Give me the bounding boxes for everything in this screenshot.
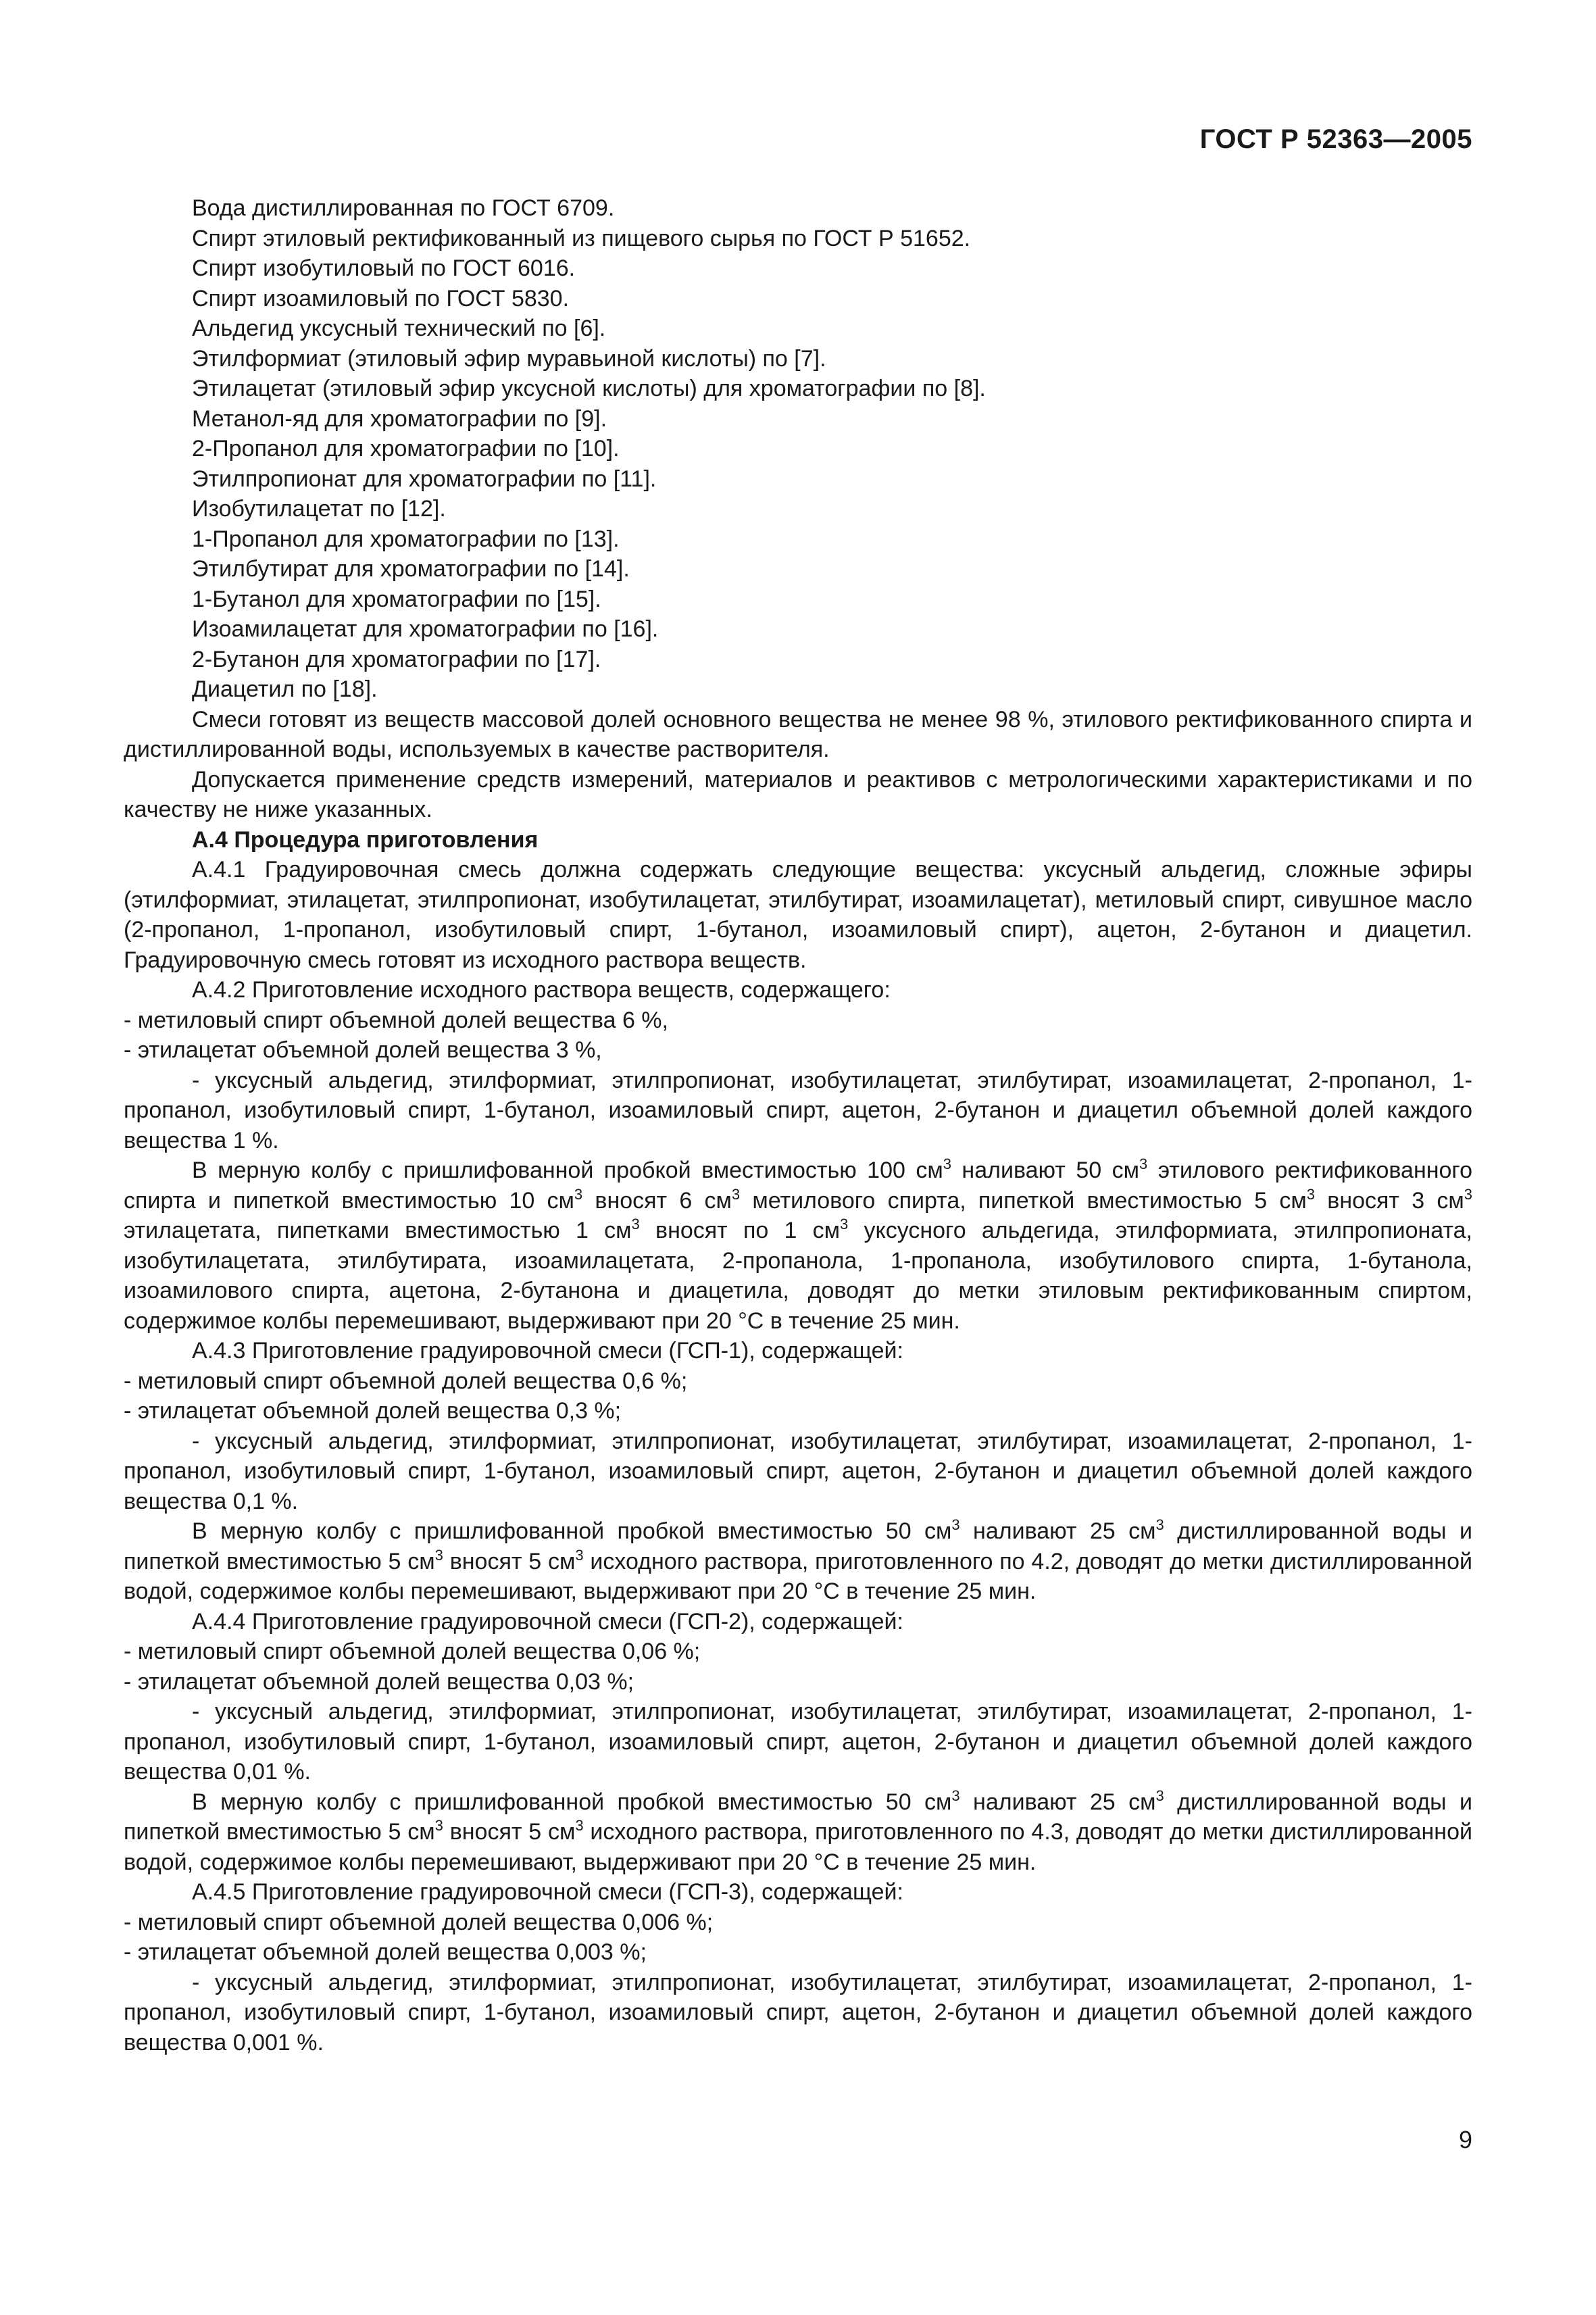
reagent-line: 1-Бутанол для хроматографии по [15]. [192, 586, 601, 612]
a44-item-others: - уксусный альдегид, этилформиат, этилпропионат, изобутилацетат, этилбутират, изоамилацетат, 2-пропанол, 1-пропанол, изобутиловый спирт, 1-бутанол, изоамиловый спирт, ацетон, 2-бутанон и диацетил объемной долей каждого вещества 0,01 %. [124, 1699, 1472, 1785]
a44-item-ethylacetate: - этилацетат объемной долей вещества 0,03 %; [124, 1668, 634, 1695]
a44-item-methanol: - метиловый спирт объемной долей вещества 0,06 %; [124, 1639, 701, 1664]
document-id-header: ГОСТ Р 52363—2005 [1199, 124, 1472, 154]
reagent-line: 2-Бутанон для хроматографии по [17]. [192, 646, 601, 672]
document-body [124, 193, 1472, 2058]
a43-item-others: - уксусный альдегид, этилформиат, этилпропионат, изобутилацетат, этилбутират, изоамилацетат, 2-пропанол, 1-пропанол, изобутиловый спирт, 1-бутанол, изоамиловый спирт, ацетон, 2-бутанон и диацетил объемной долей каждого вещества 0,1 %. [124, 1428, 1472, 1514]
a42-procedure: В мерную колбу с пришлифованной пробкой вместимостью 100 $см^3$ наливают 50 $см^3$ этилового ректификованного спирта и пипеткой вместимостью 10 $см^3$ вносят 6 $см^3$ метилового спирта, пипеткой вместимостью 5 $см^3$ вносят 3 $см^3$ этилацетата, пипетками вместимостью 1 $см^3$ вносят по 1 $см^3$ уксусного альдегида, этилформиата, этилпропионата, изобутилацетата, этилбутирата, изоамилацетата, 2-пропанола, 1-пропанола, изобутилового спирта, 1-бутанола, изоамилового спирта, ацетона, 2-бутанона и диацетила, доводят до метки этиловым ректификованным спиртом, содержимое колбы перемешивают, выдерживают при 20 °С в течение 25 мин. [124, 1155, 1472, 1334]
a43-procedure: В мерную колбу с пришлифованной пробкой вместимостью 50 $см^3$ наливают 25 $см^3$ дистиллированной воды и пипеткой вместимостью 5 $см^3$ вносят 5 $см^3$ исходного раствора, приготовленного по 4.2, доводят до метки дистиллированной водой, содержимое колбы перемешивают, выдерживают при 20 °С в течение 25 мин. [124, 1516, 1472, 1604]
reagent-line: Этилацетат (этиловый эфир уксусной кислоты) для хроматографии по [8]. [192, 376, 986, 401]
paragraph-a44-title: А.4.4 Приготовление градуировочной смеси (ГСП-2), содержащей: [192, 1608, 903, 1635]
a45-item-methanol: - метиловый спирт объемной долей вещества 0,006 %; [124, 1909, 714, 1935]
section-heading-a4: А.4 Процедура приготовления [192, 826, 539, 853]
reagent-line: Спирт этиловый ректификованный из пищевого сырья по ГОСТ Р 51652. [192, 225, 971, 251]
reagent-line: 2-Пропанол для хроматографии по [10]. [192, 436, 620, 462]
a45-item-others: - уксусный альдегид, этилформиат, этилпропионат, изобутилацетат, этилбутират, изоамилацетат, 2-пропанол, 1-пропанол, изобутиловый спирт, 1-бутанол, изоамиловый спирт, ацетон, 2-бутанон и диацетил объемной долей каждого вещества 0,001 %. [124, 1969, 1472, 2056]
mixture-note: Смеси готовят из веществ массовой долей основного вещества не менее 98 %, этилового ректификованного спирта и дистиллированной воды, используемых в качестве растворителя. [124, 706, 1472, 762]
paragraph-a41: А.4.1 Градуировочная смесь должна содержать следующие вещества: уксусный альдегид, сложные эфиры (этилформиат, этилацетат, этилпропионат, изобутилацетат, этилбутират, изоамилацетат), метиловый спирт, сивушное масло (2-пропанол, 1-пропанол, изобутиловый спирт, 1-бутанол, изоамиловый спирт), ацетон, 2-бутанон и диацетил. Градуировочную смесь готовят из исходного раствора веществ. [124, 857, 1472, 973]
reagent-line: Вода дистиллированная по ГОСТ 6709. [192, 195, 615, 221]
reagent-line: Этилпропионат для хроматографии по [11]. [192, 466, 657, 492]
paragraph-a45-title: А.4.5 Приготовление градуировочной смеси (ГСП-3), содержащей: [192, 1879, 903, 1905]
paragraph-a43-title: А.4.3 Приготовление градуировочной смеси (ГСП-1), содержащей: [192, 1338, 903, 1364]
page-number: 9 [1458, 2126, 1472, 2154]
reagent-line: Этилбутират для хроматографии по [14]. [192, 556, 630, 582]
reagent-line: Метанол-яд для хроматографии по [9]. [192, 405, 607, 432]
reagent-line: Спирт изобутиловый по ГОСТ 6016. [192, 255, 576, 281]
a42-item-others: - уксусный альдегид, этилформиат, этилпропионат, изобутилацетат, этилбутират, изоамилацетат, 2-пропанол, 1-пропанол, изобутиловый спирт, 1-бутанол, изоамиловый спирт, ацетон, 2-бутанон и диацетил объемной долей каждого вещества 1 %. [124, 1067, 1472, 1153]
reagent-line: Диацетил по [18]. [192, 676, 378, 702]
reagent-line: Альдегид уксусный технический по [6]. [192, 316, 606, 341]
a45-item-ethylacetate: - этилацетат объемной долей вещества 0,003 %; [124, 1939, 647, 1965]
reagent-line: 1-Пропанол для хроматографии по [13]. [192, 526, 620, 552]
a43-item-methanol: - метиловый спирт объемной долей вещества 0,6 %; [124, 1368, 688, 1394]
a42-item-ethylacetate: - этилацетат объемной долей вещества 3 %, [124, 1037, 602, 1063]
reagent-line: Спирт изоамиловый по ГОСТ 5830. [192, 285, 570, 312]
a43-item-ethylacetate: - этилацетат объемной долей вещества 0,3 %; [124, 1398, 622, 1424]
reagent-line: Этилформиат (этиловый эфир муравьиной кислоты) по [7]. [192, 345, 826, 372]
reagent-line: Изобутилацетат по [12]. [192, 496, 446, 522]
allowance-note: Допускается применение средств измерений, материалов и реактивов с метрологическими характеристиками и по качеству не ниже указанных. [124, 766, 1472, 822]
a42-item-methanol: - метиловый спирт объемной долей вещества 6 %, [124, 1007, 668, 1033]
reagent-line: Изоамилацетат для хроматографии по [16]. [192, 616, 659, 642]
paragraph-a42-title: А.4.2 Приготовление исходного раствора веществ, содержащего: [192, 977, 891, 1003]
a44-procedure: В мерную колбу с пришлифованной пробкой вместимостью 50 $см^3$ наливают 25 $см^3$ дистиллированной воды и пипеткой вместимостью 5 $см^3$ вносят 5 $см^3$ исходного раствора, приготовленного по 4.3, доводят до метки дистиллированной водой, содержимое колбы перемешивают, выдерживают при 20 °С в течение 25 мин. [124, 1787, 1472, 1875]
